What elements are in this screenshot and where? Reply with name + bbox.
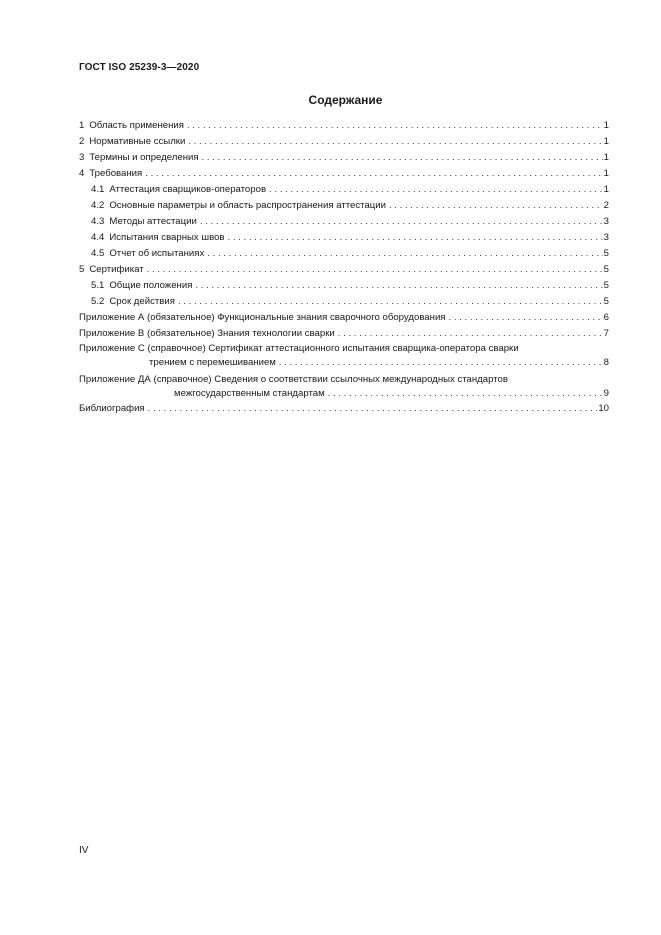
toc-entry-3[interactable] [79,150,609,166]
toc-entry-page: 9 [603,388,609,399]
dot-leader [338,326,603,342]
toc-entry-2[interactable] [79,134,609,150]
toc-entry-page: 1 [603,120,609,131]
dot-leader [228,230,603,246]
dot-leader [449,310,603,326]
toc-entry-page: 7 [603,328,609,339]
toc-entry-appendix-c[interactable] [79,342,609,370]
toc-entry-title-line2: межгосударственным стандартам [174,388,325,399]
toc-entry-title: Общие положения [109,280,193,291]
toc-entry-appendix-b[interactable] [79,326,609,342]
toc-entry-page: 1 [603,184,609,195]
dot-leader [328,387,603,401]
toc-entry-page: 5 [603,296,609,307]
dot-leader [202,150,603,166]
toc-entry-number: 4.1 [91,184,105,195]
dot-leader [187,118,603,134]
toc-entry-number: 2 [79,136,85,147]
toc-entry-4-1[interactable] [79,182,609,198]
toc-entry-5[interactable] [79,262,609,278]
toc-entry-title: Испытания сварных швов [109,232,225,243]
toc-entry-page: 1 [603,168,609,179]
toc-entry-appendix-a[interactable] [79,310,609,326]
toc-entry-page: 1 [603,136,609,147]
toc-entry-page: 8 [603,357,609,368]
toc-entry-appendix-da[interactable] [79,373,609,401]
toc-entry-4-4[interactable] [79,230,609,246]
toc-entry-title: Нормативные ссылки [89,136,186,147]
toc-entry-5-1[interactable] [79,278,609,294]
dot-leader [188,134,602,150]
toc-entry-number: 4.3 [91,216,105,227]
toc-entry-title: Основные параметры и область распространения аттестации [109,200,386,211]
toc-entry-title-line1: Приложение С (справочное) Сертификат аттестационного испытания сварщика-оператора сварки [79,343,519,354]
dot-leader [195,278,602,294]
toc-entry-page: 2 [603,200,609,211]
toc-entry-number: 5 [79,264,85,275]
toc-entry-title: Область применения [89,120,184,131]
toc-entry-1[interactable] [79,118,609,134]
dot-leader [207,246,602,262]
toc-entry-title: Термины и определения [89,152,199,163]
toc-entry-page: 1 [603,152,609,163]
page-number: IV [79,845,89,856]
toc-entry-title: Библиография [79,403,145,414]
toc-entry-page: 3 [603,216,609,227]
toc-entry-page: 10 [598,403,609,414]
toc-entry-title: Приложение В (обязательное) Знания технологии сварки [79,328,335,339]
toc-entry-number: 4 [79,168,85,179]
toc-entry-title: Отчет об испытаниях [109,248,205,259]
dot-leader [389,198,603,214]
toc-entry-4[interactable] [79,166,609,182]
toc-entry-page: 5 [603,280,609,291]
toc-entry-bibliography[interactable] [79,401,609,417]
dot-leader [178,294,603,310]
dot-leader [279,356,603,370]
toc-entry-page: 5 [603,264,609,275]
table-of-contents [79,118,609,417]
toc-entry-title: Требования [89,168,143,179]
toc-title: Содержание [308,93,383,107]
toc-entry-title-line1: Приложение ДА (справочное) Сведения о соответствии ссылочных международных стандартов [79,374,508,385]
toc-entry-title: Аттестация сварщиков-операторов [109,184,267,195]
toc-entry-title: Сертификат [89,264,144,275]
toc-entry-number: 5.2 [91,296,105,307]
toc-entry-title: Методы аттестации [109,216,197,227]
toc-entry-number: 4.4 [91,232,105,243]
dot-leader [147,262,603,278]
dot-leader [200,214,603,230]
toc-entry-number: 4.5 [91,248,105,259]
toc-entry-page: 6 [603,312,609,323]
toc-entry-title: Приложение А (обязательное) Функциональные знания сварочного оборудования [79,312,446,323]
toc-entry-title-line2: трением с перемешиванием [149,357,276,368]
toc-entry-title: Срок действия [109,296,175,307]
document-code: ГОСТ ISO 25239-3—2020 [79,62,200,73]
toc-entry-page: 5 [603,248,609,259]
dot-leader [148,401,598,417]
toc-entry-4-2[interactable] [79,198,609,214]
toc-entry-number: 5.1 [91,280,105,291]
dot-leader [145,166,602,182]
toc-entry-number: 1 [79,120,85,131]
toc-entry-4-5[interactable] [79,246,609,262]
toc-entry-number: 3 [79,152,85,163]
toc-entry-5-2[interactable] [79,294,609,310]
dot-leader [269,182,603,198]
toc-entry-4-3[interactable] [79,214,609,230]
toc-entry-number: 4.2 [91,200,105,211]
toc-entry-page: 3 [603,232,609,243]
